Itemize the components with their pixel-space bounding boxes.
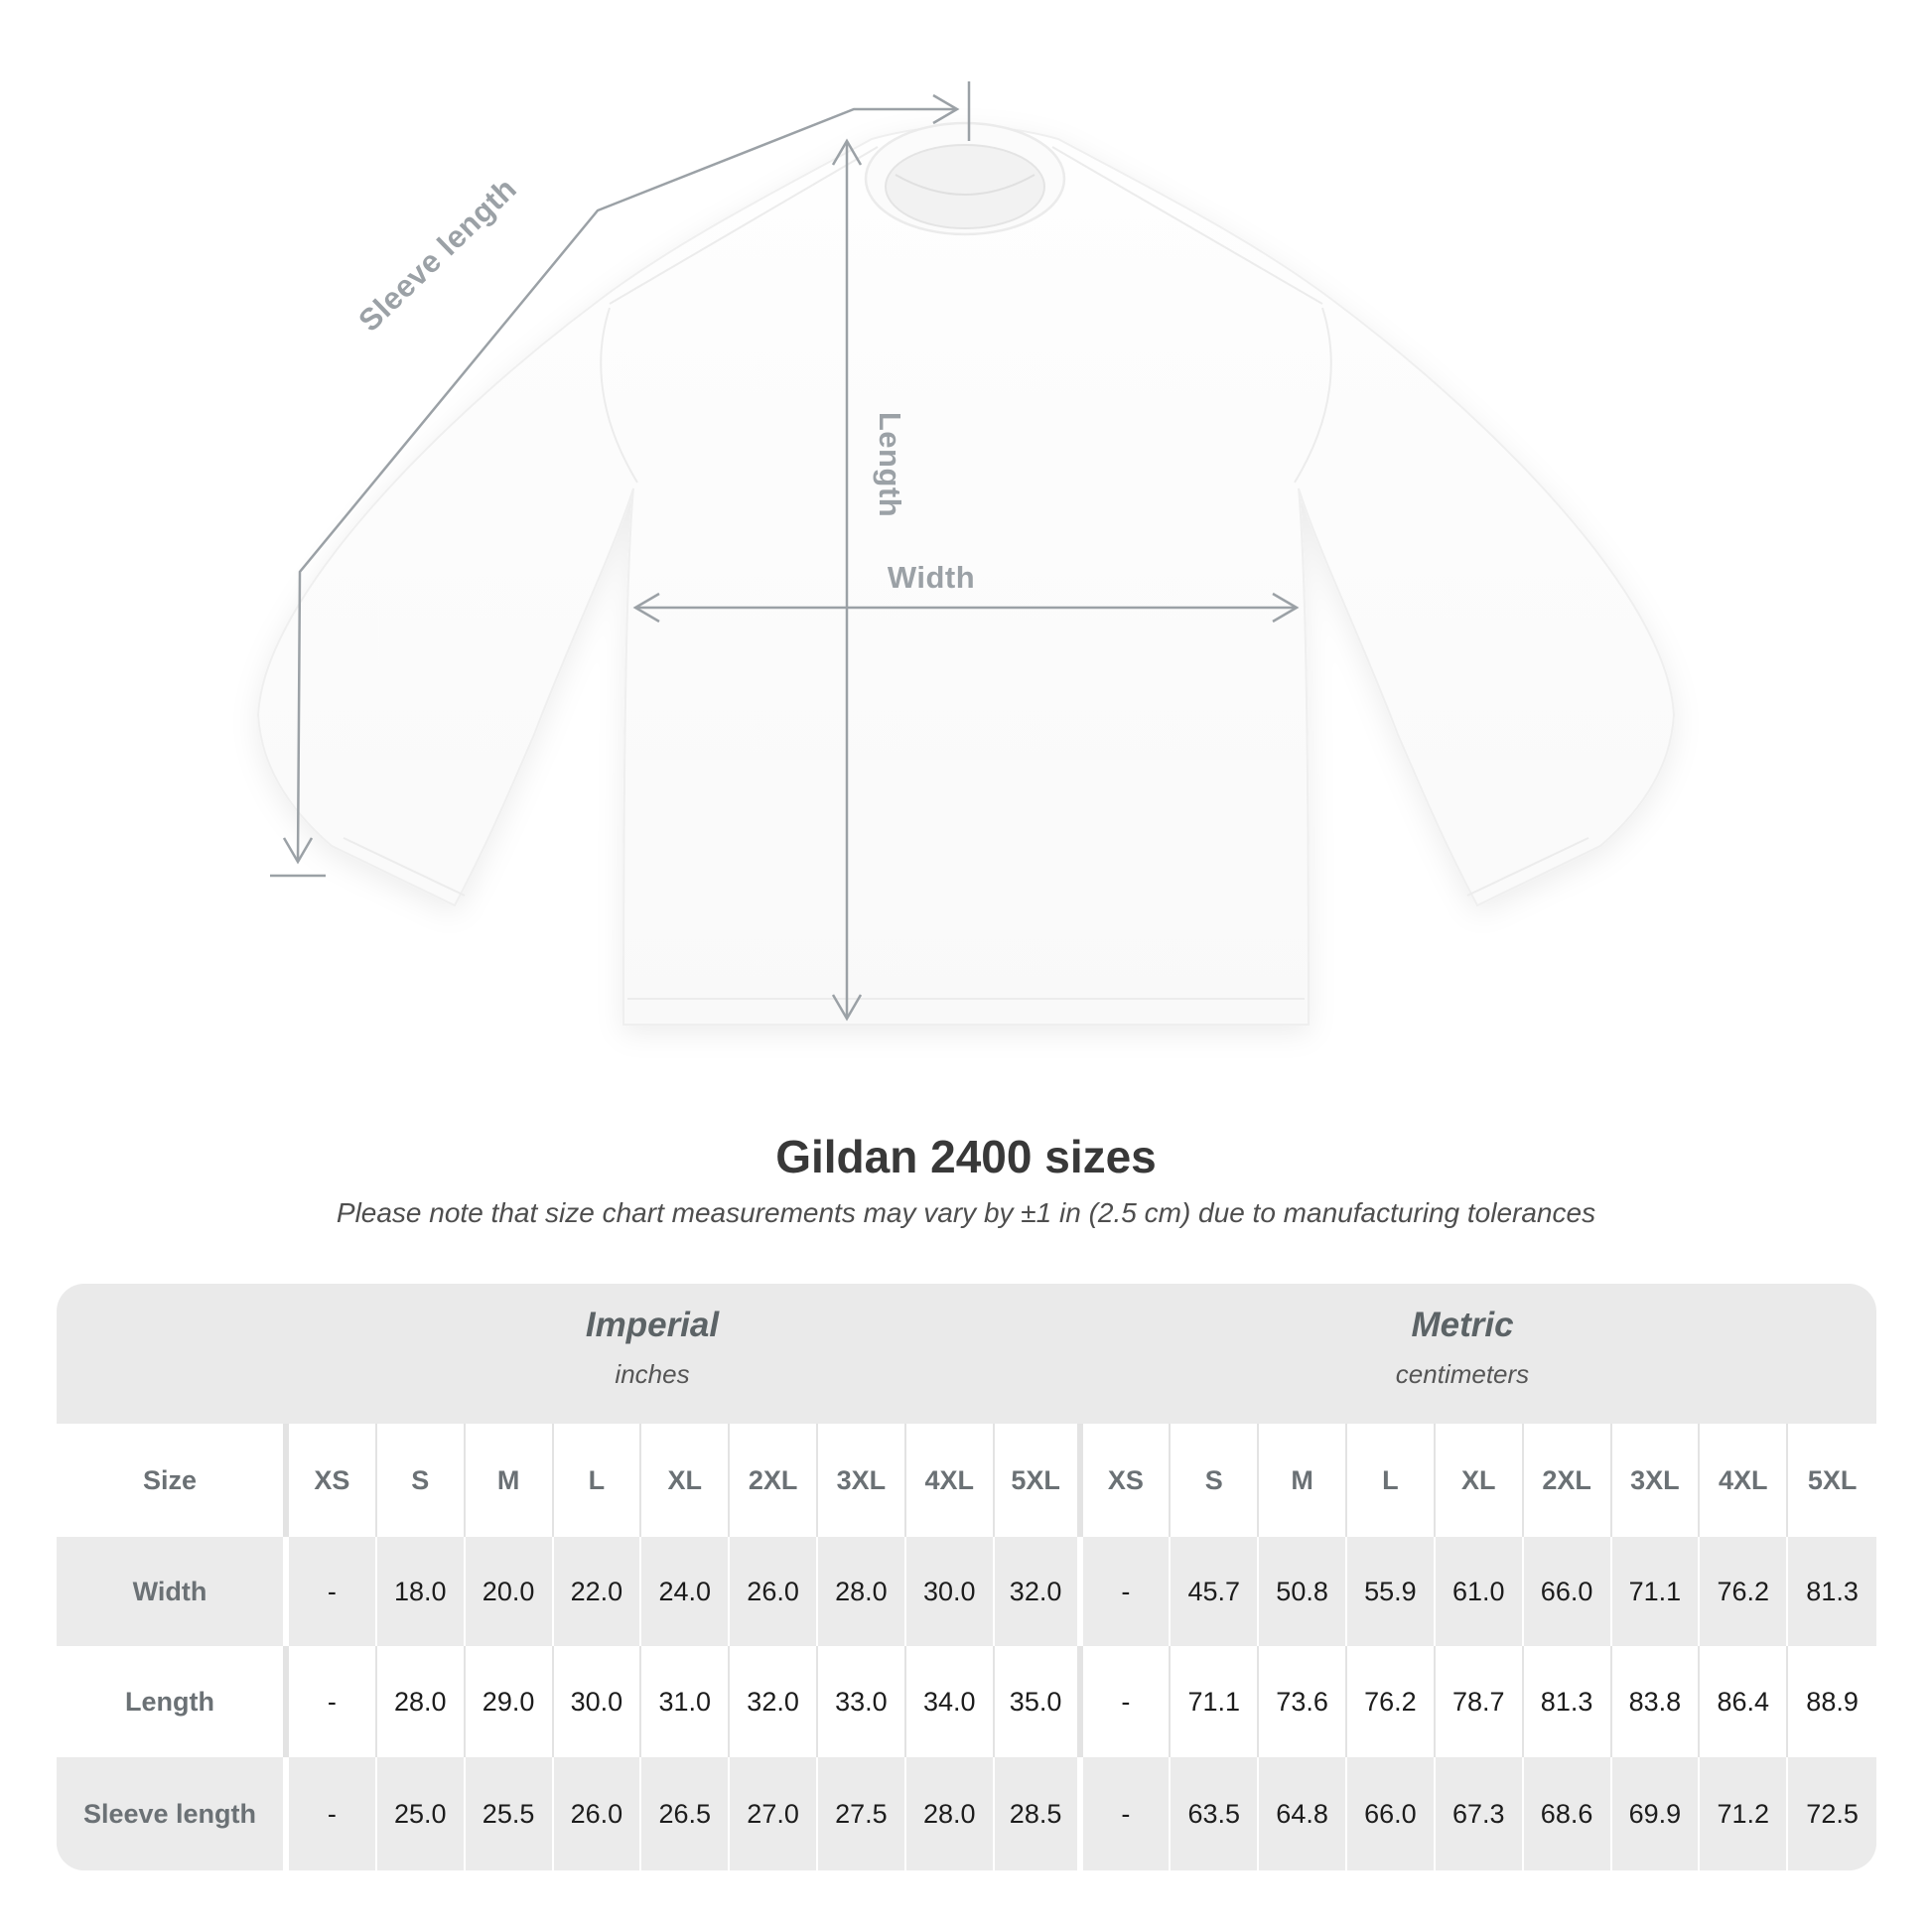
column-header-imperial-s: S [377, 1424, 466, 1537]
metric-value-cell: 78.7 [1436, 1646, 1524, 1757]
column-header-metric-5xl: 5XL [1807, 1464, 1858, 1495]
metric-value-cell: 81.3 [1524, 1646, 1612, 1757]
imperial-value-cell: 34.0 [906, 1646, 995, 1757]
column-header-metric-xs: XS [1083, 1424, 1172, 1537]
metric-value-cell: 66.0 [1347, 1757, 1436, 1870]
imperial-value-cell: 20.0 [466, 1537, 554, 1646]
imperial-value-cell: 27.5 [818, 1757, 906, 1870]
metric-value-cell: 66.0 [1524, 1537, 1612, 1646]
metric-value-cell: 71.2 [1700, 1757, 1788, 1870]
imperial-value-cell: 25.5 [466, 1757, 554, 1870]
table-row [57, 1424, 1876, 1537]
imperial-value-cell: - [289, 1757, 377, 1870]
metric-value-cell: 68.6 [1524, 1757, 1612, 1870]
row-label: Width [57, 1537, 289, 1646]
table-row [57, 1646, 1876, 1757]
metric-value-cell: 50.8 [1259, 1537, 1347, 1646]
metric-value-cell: 64.8 [1259, 1757, 1347, 1870]
imperial-value-cell: 26.5 [641, 1757, 730, 1870]
metric-value-cell: 63.5 [1171, 1757, 1259, 1870]
table-row [57, 1537, 1876, 1646]
column-header-metric-s: S [1171, 1424, 1259, 1537]
unit-group-metric [1254, 1284, 1671, 1390]
metric-value-cell: 69.9 [1612, 1757, 1701, 1870]
column-header-imperial-3xl: 3XL [818, 1424, 906, 1537]
sleeve-length-measure-label: Sleeve length [351, 171, 524, 339]
row-label: Length [57, 1646, 289, 1757]
column-header-imperial-2xl: 2XL [730, 1424, 818, 1537]
imperial-value-cell: 28.0 [377, 1646, 466, 1757]
imperial-value-cell: 28.0 [906, 1757, 995, 1870]
metric-value-cell: 76.2 [1347, 1646, 1436, 1757]
metric-value-cell: 55.9 [1347, 1537, 1436, 1646]
imperial-value-cell: 28.5 [995, 1757, 1083, 1870]
column-header-imperial-xs: XS [289, 1424, 377, 1537]
imperial-value-cell: 26.0 [730, 1537, 818, 1646]
column-header-metric-4xl: 4XL [1700, 1424, 1788, 1537]
size-table-rows [57, 1424, 1876, 1870]
unit-group-imperial [444, 1284, 861, 1390]
imperial-value-cell: 35.0 [995, 1646, 1083, 1757]
length-measure-label: Length [873, 411, 907, 518]
imperial-group-unit: inches [615, 1359, 690, 1389]
column-header-size: Size [57, 1424, 289, 1537]
column-header-imperial-5xl: 5XL [995, 1424, 1083, 1537]
imperial-value-cell: 27.0 [730, 1757, 818, 1870]
column-header-metric-l: L [1347, 1424, 1436, 1537]
metric-value-cell: 45.7 [1171, 1537, 1259, 1646]
imperial-value-cell: 32.0 [730, 1646, 818, 1757]
imperial-value-cell: 22.0 [554, 1537, 642, 1646]
size-table [57, 1284, 1876, 1870]
column-header-metric-2xl: 2XL [1524, 1424, 1612, 1537]
column-header-imperial-xl: XL [641, 1424, 730, 1537]
tolerance-note: Please note that size chart measurements may vary by ±1 in (2.5 cm) due to manufacturing tolerances [336, 1197, 1596, 1228]
metric-value-cell: 81.3 [1806, 1576, 1859, 1606]
imperial-value-cell: 33.0 [818, 1646, 906, 1757]
unit-group-band [57, 1284, 1876, 1424]
page-title: Gildan 2400 sizes [775, 1131, 1157, 1182]
column-header-metric-m: M [1259, 1424, 1347, 1537]
metric-value-cell: - [1083, 1757, 1172, 1870]
imperial-value-cell: 18.0 [377, 1537, 466, 1646]
width-measure-label: Width [887, 560, 976, 595]
imperial-value-cell: 31.0 [641, 1646, 730, 1757]
imperial-value-cell: 32.0 [995, 1537, 1083, 1646]
metric-value-cell: - [1083, 1646, 1172, 1757]
metric-value-cell: 67.3 [1436, 1757, 1524, 1870]
imperial-value-cell: 24.0 [641, 1537, 730, 1646]
imperial-value-cell: 25.0 [377, 1757, 466, 1870]
row-label: Sleeve length [57, 1757, 289, 1870]
collar-neck-hole [886, 145, 1044, 228]
imperial-group-title: Imperial [585, 1306, 720, 1344]
imperial-value-cell: - [289, 1537, 377, 1646]
imperial-value-cell: 28.0 [818, 1537, 906, 1646]
metric-value-cell: 86.4 [1700, 1646, 1788, 1757]
metric-value-cell: 71.1 [1171, 1646, 1259, 1757]
metric-value-cell: 72.5 [1806, 1798, 1859, 1829]
table-row [57, 1757, 1876, 1870]
metric-value-cell: 73.6 [1259, 1646, 1347, 1757]
metric-value-cell: 76.2 [1700, 1537, 1788, 1646]
metric-value-cell: 71.1 [1612, 1537, 1701, 1646]
imperial-value-cell: - [289, 1646, 377, 1757]
imperial-value-cell: 29.0 [466, 1646, 554, 1757]
imperial-value-cell: 26.0 [554, 1757, 642, 1870]
metric-group-unit: centimeters [1395, 1359, 1530, 1389]
imperial-value-cell: 30.0 [554, 1646, 642, 1757]
column-header-metric-3xl: 3XL [1612, 1424, 1701, 1537]
metric-group-title: Metric [1411, 1306, 1514, 1344]
metric-value-cell: 61.0 [1436, 1537, 1524, 1646]
metric-value-cell: - [1083, 1537, 1172, 1646]
column-header-imperial-l: L [554, 1424, 642, 1537]
column-header-imperial-m: M [466, 1424, 554, 1537]
column-header-metric-xl: XL [1436, 1424, 1524, 1537]
metric-value-cell: 88.9 [1806, 1686, 1859, 1717]
metric-value-cell: 83.8 [1612, 1646, 1701, 1757]
imperial-value-cell: 30.0 [906, 1537, 995, 1646]
column-header-imperial-4xl: 4XL [906, 1424, 995, 1537]
